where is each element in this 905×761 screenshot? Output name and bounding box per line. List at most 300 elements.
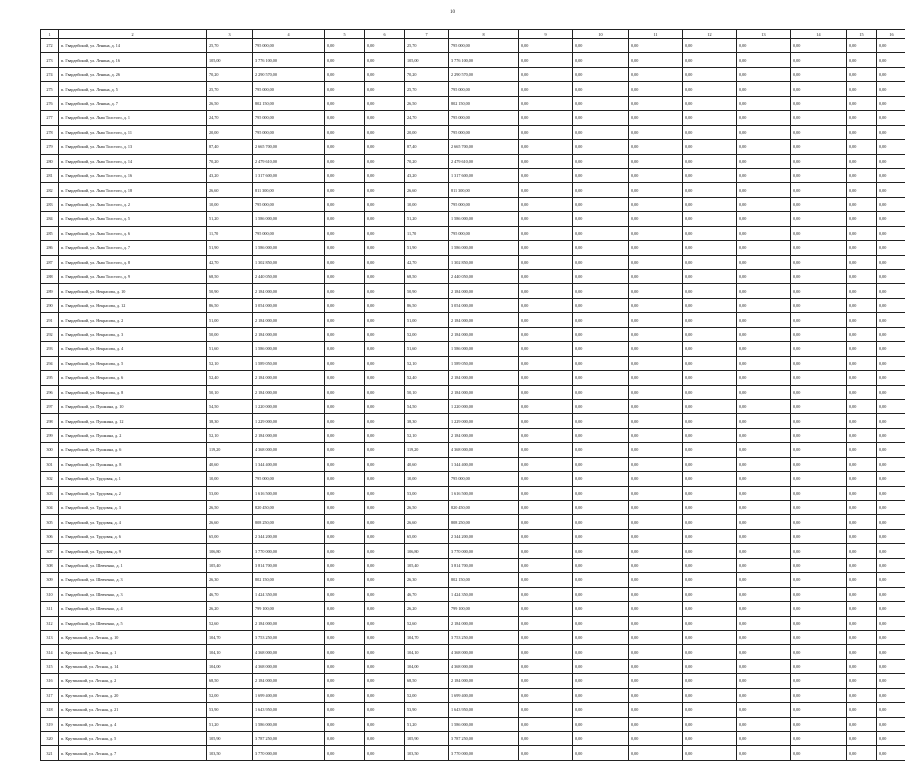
value-cell: 0,00 [629, 732, 683, 746]
value-cell: 0,00 [365, 732, 405, 746]
value-cell: 0,00 [519, 399, 573, 413]
value-cell: 0,00 [791, 212, 847, 226]
row-number-cell: 298 [41, 414, 59, 428]
value-cell: 0,00 [573, 53, 629, 67]
value-cell: 0,00 [737, 732, 791, 746]
value-cell: 68,50 [405, 674, 449, 688]
row-number-cell: 301 [41, 457, 59, 471]
value-cell: 0,00 [325, 443, 365, 457]
value-cell: 0,00 [573, 284, 629, 298]
row-number-cell: 281 [41, 168, 59, 182]
value-cell: 0,00 [791, 39, 847, 53]
value-cell: 0,00 [847, 125, 877, 139]
value-cell: 0,00 [519, 428, 573, 442]
address-cell: п. Гвардейский, ул. Некрасова, д. 3 [59, 327, 207, 341]
value-cell: 103,50 [405, 746, 449, 760]
value-cell: 0,00 [877, 371, 905, 385]
address-cell: п. Крутинский, ул. Лесная, д. 10 [59, 630, 207, 644]
value-cell: 52,40 [405, 371, 449, 385]
value-cell: 0,00 [365, 327, 405, 341]
value-cell: 0,00 [365, 154, 405, 168]
value-cell: 0,00 [847, 630, 877, 644]
value-cell: 0,00 [325, 313, 365, 327]
value-cell: 0,00 [519, 39, 573, 53]
row-number-cell: 299 [41, 428, 59, 442]
value-cell: 0,00 [847, 659, 877, 673]
value-cell: 0,00 [791, 226, 847, 240]
value-cell: 0,00 [519, 327, 573, 341]
value-cell: 3 753 250,00 [253, 630, 325, 644]
value-cell: 0,00 [519, 342, 573, 356]
value-cell: 0,00 [365, 371, 405, 385]
value-cell: 105,40 [207, 558, 253, 572]
value-cell: 0,00 [325, 197, 365, 211]
row-number-cell: 312 [41, 616, 59, 630]
value-cell: 0,00 [737, 515, 791, 529]
value-cell: 0,00 [737, 197, 791, 211]
value-cell: 0,00 [519, 717, 573, 731]
value-cell: 0,00 [791, 67, 847, 81]
value-cell: 4 368 000,00 [253, 645, 325, 659]
value-cell: 0,00 [573, 443, 629, 457]
value-cell: 0,00 [325, 371, 365, 385]
value-cell: 0,00 [877, 342, 905, 356]
value-cell: 0,00 [737, 298, 791, 312]
value-cell: 104,10 [405, 645, 449, 659]
value-cell: 4 368 000,00 [449, 443, 519, 457]
value-cell: 0,00 [683, 183, 737, 197]
value-cell: 0,00 [629, 529, 683, 543]
value-cell: 2 184 000,00 [449, 313, 519, 327]
value-cell: 0,00 [519, 645, 573, 659]
value-cell: 0,00 [325, 544, 365, 558]
value-cell: 0,00 [847, 457, 877, 471]
value-cell: 52,00 [207, 688, 253, 702]
value-cell: 26,60 [405, 515, 449, 529]
value-cell: 68,50 [405, 270, 449, 284]
address-cell: п. Крутинский, ул. Лесная, д. 20 [59, 688, 207, 702]
address-cell: п. Гвардейский, ул. Пушкина, д. 12 [59, 414, 207, 428]
value-cell: 0,00 [325, 674, 365, 688]
value-cell: 10,00 [207, 197, 253, 211]
table-row [41, 746, 905, 760]
value-cell: 799 100,00 [253, 602, 325, 616]
value-cell: 1 643 950,00 [449, 703, 519, 717]
value-cell: 2 440 050,00 [449, 270, 519, 284]
value-cell: 0,00 [791, 327, 847, 341]
value-cell: 51,90 [405, 241, 449, 255]
value-cell: 0,00 [365, 428, 405, 442]
value-cell: 0,00 [629, 746, 683, 760]
table-row [41, 515, 905, 529]
value-cell: 0,00 [683, 371, 737, 385]
address-cell: п. Крутинский, ул. Лесная, д. 1 [59, 645, 207, 659]
value-cell: 0,00 [629, 168, 683, 182]
value-cell: 0,00 [791, 472, 847, 486]
table-row [41, 443, 905, 457]
value-cell: 0,00 [573, 501, 629, 515]
value-cell: 820 450,00 [449, 501, 519, 515]
value-cell: 0,00 [737, 472, 791, 486]
value-cell: 0,00 [325, 630, 365, 644]
value-cell: 0,00 [629, 241, 683, 255]
value-cell: 0,00 [877, 212, 905, 226]
value-cell: 3 753 250,00 [449, 630, 519, 644]
value-cell: 0,00 [519, 226, 573, 240]
value-cell: 1 586 000,00 [449, 342, 519, 356]
value-cell: 0,00 [847, 241, 877, 255]
value-cell: 0,00 [573, 630, 629, 644]
value-cell: 0,00 [877, 154, 905, 168]
value-cell: 0,00 [325, 168, 365, 182]
value-cell: 0,00 [683, 688, 737, 702]
row-number-cell: 292 [41, 327, 59, 341]
address-cell: п. Гвардейский, ул. Льва Толстого, д. 1 [59, 111, 207, 125]
value-cell: 0,00 [791, 53, 847, 67]
value-cell: 0,00 [365, 356, 405, 370]
value-cell: 2 290 570,00 [449, 67, 519, 81]
value-cell: 1 424 350,00 [449, 587, 519, 601]
value-cell: 0,00 [791, 96, 847, 110]
value-cell: 70,20 [405, 154, 449, 168]
value-cell: 0,00 [847, 732, 877, 746]
value-cell: 795 000,00 [253, 226, 325, 240]
column-header-1: 1 [41, 30, 59, 39]
value-cell: 0,00 [737, 529, 791, 543]
value-cell: 0,00 [519, 732, 573, 746]
value-cell: 0,00 [365, 414, 405, 428]
value-cell: 0,00 [737, 399, 791, 413]
value-cell: 0,00 [629, 457, 683, 471]
value-cell: 0,00 [791, 342, 847, 356]
value-cell: 0,00 [737, 140, 791, 154]
table-row [41, 457, 905, 471]
value-cell: 2 665 700,00 [449, 140, 519, 154]
value-cell: 0,00 [325, 125, 365, 139]
value-cell: 0,00 [519, 125, 573, 139]
value-cell: 2 184 000,00 [449, 371, 519, 385]
address-cell: п. Гвардейский, ул. Трудовая, д. 6 [59, 529, 207, 543]
column-header-13: 13 [737, 30, 791, 39]
value-cell: 0,00 [737, 82, 791, 96]
value-cell: 0,00 [683, 270, 737, 284]
value-cell: 51,20 [207, 212, 253, 226]
table-row [41, 255, 905, 269]
value-cell: 1 344 400,00 [253, 457, 325, 471]
address-cell: п. Гвардейский, ул. Ленина, д. 7 [59, 96, 207, 110]
table-row [41, 399, 905, 413]
value-cell: 0,00 [683, 515, 737, 529]
value-cell: 2 665 700,00 [253, 140, 325, 154]
row-number-cell: 280 [41, 154, 59, 168]
value-cell: 0,00 [683, 457, 737, 471]
row-number-cell: 303 [41, 486, 59, 500]
value-cell: 808 250,00 [449, 515, 519, 529]
value-cell: 0,00 [519, 630, 573, 644]
value-cell: 0,00 [365, 284, 405, 298]
value-cell: 3 770 000,00 [253, 544, 325, 558]
value-cell: 0,00 [737, 587, 791, 601]
column-number-header-row [41, 30, 905, 39]
column-header-14: 14 [791, 30, 847, 39]
table-row [41, 717, 905, 731]
value-cell: 0,00 [847, 226, 877, 240]
address-cell: п. Гвардейский, ул. Некрасова, д. 8 [59, 385, 207, 399]
row-number-cell: 284 [41, 212, 59, 226]
value-cell: 0,00 [737, 270, 791, 284]
value-cell: 0,00 [847, 371, 877, 385]
value-cell: 0,00 [877, 674, 905, 688]
address-cell: п. Крутинский, ул. Лесная, д. 5 [59, 732, 207, 746]
address-cell: п. Гвардейский, ул. Пушкина, д. 8 [59, 457, 207, 471]
value-cell: 0,00 [325, 154, 365, 168]
value-cell: 0,00 [365, 573, 405, 587]
value-cell: 0,00 [629, 428, 683, 442]
value-cell: 0,00 [737, 645, 791, 659]
address-cell: п. Гвардейский, ул. Шевченко, д. 3 [59, 573, 207, 587]
value-cell: 86,50 [207, 298, 253, 312]
value-cell: 0,00 [847, 96, 877, 110]
value-cell: 0,00 [847, 399, 877, 413]
value-cell: 0,00 [519, 298, 573, 312]
value-cell: 0,00 [519, 270, 573, 284]
value-cell: 0,00 [365, 674, 405, 688]
value-cell: 46,70 [207, 587, 253, 601]
value-cell: 0,00 [365, 602, 405, 616]
value-cell: 4 368 000,00 [449, 645, 519, 659]
value-cell: 0,00 [325, 39, 365, 53]
value-cell: 0,00 [877, 732, 905, 746]
column-header-8: 8 [449, 30, 519, 39]
value-cell: 0,00 [519, 371, 573, 385]
value-cell: 0,00 [365, 717, 405, 731]
value-cell: 0,00 [629, 385, 683, 399]
value-cell: 52,60 [405, 616, 449, 630]
value-cell: 53,90 [405, 703, 449, 717]
page-number: 10 [0, 10, 905, 16]
row-number-cell: 291 [41, 313, 59, 327]
value-cell: 0,00 [847, 327, 877, 341]
value-cell: 0,00 [847, 544, 877, 558]
value-cell: 3 770 000,00 [253, 746, 325, 760]
value-cell: 0,00 [791, 270, 847, 284]
table-row [41, 111, 905, 125]
row-number-cell: 306 [41, 529, 59, 543]
value-cell: 54,50 [405, 399, 449, 413]
value-cell: 0,00 [629, 226, 683, 240]
value-cell: 0,00 [573, 616, 629, 630]
value-cell: 0,00 [519, 255, 573, 269]
value-cell: 0,00 [629, 659, 683, 673]
value-cell: 0,00 [573, 573, 629, 587]
value-cell: 0,00 [519, 616, 573, 630]
value-cell: 0,00 [683, 241, 737, 255]
address-cell: п. Гвардейский, ул. Трудовая, д. 3 [59, 501, 207, 515]
value-cell: 0,00 [325, 428, 365, 442]
value-cell: 0,00 [365, 125, 405, 139]
value-cell: 0,00 [519, 443, 573, 457]
value-cell: 53,00 [207, 486, 253, 500]
value-cell: 0,00 [573, 212, 629, 226]
value-cell: 2 184 000,00 [253, 385, 325, 399]
value-cell: 0,00 [325, 486, 365, 500]
value-cell: 0,00 [791, 688, 847, 702]
value-cell: 0,00 [325, 241, 365, 255]
value-cell: 0,00 [629, 688, 683, 702]
value-cell: 0,00 [365, 616, 405, 630]
value-cell: 0,00 [573, 674, 629, 688]
value-cell: 0,00 [683, 472, 737, 486]
value-cell: 2 184 000,00 [253, 284, 325, 298]
value-cell: 0,00 [847, 356, 877, 370]
value-cell: 2 184 000,00 [253, 313, 325, 327]
value-cell: 0,00 [791, 255, 847, 269]
value-cell: 0,00 [737, 111, 791, 125]
value-cell: 40,60 [207, 457, 253, 471]
value-cell: 0,00 [791, 501, 847, 515]
value-cell: 0,00 [877, 486, 905, 500]
value-cell: 0,00 [791, 457, 847, 471]
value-cell: 0,00 [737, 342, 791, 356]
value-cell: 2 184 000,00 [449, 327, 519, 341]
value-cell: 53,90 [207, 703, 253, 717]
value-cell: 11,70 [207, 226, 253, 240]
value-cell: 0,00 [683, 313, 737, 327]
value-cell: 0,00 [877, 255, 905, 269]
address-cell: п. Гвардейский, ул. Шевченко, д. 4 [59, 602, 207, 616]
value-cell: 799 100,00 [449, 602, 519, 616]
value-cell: 0,00 [519, 414, 573, 428]
value-cell: 0,00 [365, 659, 405, 673]
value-cell: 0,00 [519, 501, 573, 515]
row-number-cell: 295 [41, 371, 59, 385]
value-cell: 0,00 [877, 746, 905, 760]
address-cell: п. Крутинский, ул. Лесная, д. 4 [59, 717, 207, 731]
value-cell: 0,00 [519, 486, 573, 500]
row-number-cell: 319 [41, 717, 59, 731]
value-cell: 53,00 [405, 486, 449, 500]
value-cell: 0,00 [573, 414, 629, 428]
value-cell: 0,00 [791, 168, 847, 182]
address-cell: п. Гвардейский, ул. Льва Толстого, д. 9 [59, 270, 207, 284]
value-cell: 2 184 000,00 [253, 428, 325, 442]
value-cell: 0,00 [847, 529, 877, 543]
address-cell: п. Гвардейский, ул. Ленина, д. 5 [59, 82, 207, 96]
value-cell: 70,20 [207, 67, 253, 81]
value-cell: 0,00 [791, 284, 847, 298]
value-cell: 51,20 [405, 717, 449, 731]
value-cell: 1 616 500,00 [253, 486, 325, 500]
value-cell: 795 000,00 [449, 472, 519, 486]
value-cell: 0,00 [325, 111, 365, 125]
value-cell: 0,00 [573, 270, 629, 284]
value-cell: 0,00 [573, 226, 629, 240]
value-cell: 0,00 [877, 298, 905, 312]
value-cell: 20,00 [207, 125, 253, 139]
row-number-cell: 313 [41, 630, 59, 644]
row-number-cell: 276 [41, 96, 59, 110]
row-number-cell: 302 [41, 472, 59, 486]
value-cell: 0,00 [737, 414, 791, 428]
value-cell: 0,00 [629, 717, 683, 731]
value-cell: 0,00 [365, 587, 405, 601]
value-cell: 0,00 [325, 67, 365, 81]
value-cell: 0,00 [365, 96, 405, 110]
value-cell: 0,00 [365, 313, 405, 327]
value-cell: 0,00 [877, 197, 905, 211]
value-cell: 0,00 [847, 255, 877, 269]
value-cell: 11,70 [405, 226, 449, 240]
value-cell: 0,00 [847, 270, 877, 284]
value-cell: 0,00 [325, 688, 365, 702]
value-cell: 0,00 [847, 558, 877, 572]
value-cell: 0,00 [683, 399, 737, 413]
value-cell: 0,00 [629, 645, 683, 659]
value-cell: 0,00 [847, 616, 877, 630]
table-row [41, 674, 905, 688]
value-cell: 0,00 [325, 226, 365, 240]
value-cell: 26,50 [207, 501, 253, 515]
row-number-cell: 278 [41, 125, 59, 139]
address-cell: п. Гвардейский, ул. Льва Толстого, д. 8 [59, 255, 207, 269]
value-cell: 0,00 [791, 659, 847, 673]
value-cell: 0,00 [683, 674, 737, 688]
value-cell: 0,00 [325, 82, 365, 96]
value-cell: 0,00 [791, 544, 847, 558]
value-cell: 0,00 [683, 558, 737, 572]
value-cell: 50,00 [207, 327, 253, 341]
table-row [41, 630, 905, 644]
value-cell: 0,00 [325, 342, 365, 356]
value-cell: 42,70 [207, 255, 253, 269]
value-cell: 0,00 [573, 732, 629, 746]
value-cell: 0,00 [683, 154, 737, 168]
value-cell: 0,00 [519, 241, 573, 255]
value-cell: 26,60 [207, 515, 253, 529]
value-cell: 0,00 [325, 587, 365, 601]
value-cell: 0,00 [519, 746, 573, 760]
value-cell: 0,00 [791, 298, 847, 312]
value-cell: 0,00 [365, 342, 405, 356]
value-cell: 1 699 400,00 [449, 688, 519, 702]
value-cell: 0,00 [519, 587, 573, 601]
row-number-cell: 318 [41, 703, 59, 717]
value-cell: 105,90 [405, 732, 449, 746]
value-cell: 3 814 700,00 [449, 558, 519, 572]
value-cell: 104,00 [405, 659, 449, 673]
value-cell: 0,00 [877, 443, 905, 457]
table-row [41, 298, 905, 312]
value-cell: 0,00 [573, 371, 629, 385]
value-cell: 0,00 [325, 140, 365, 154]
value-cell: 0,00 [683, 226, 737, 240]
table-row [41, 356, 905, 370]
value-cell: 0,00 [683, 703, 737, 717]
value-cell: 1 302 850,00 [449, 255, 519, 269]
value-cell: 0,00 [629, 616, 683, 630]
value-cell: 0,00 [573, 544, 629, 558]
table-row [41, 125, 905, 139]
value-cell: 795 000,00 [253, 39, 325, 53]
value-cell: 0,00 [573, 67, 629, 81]
value-cell: 0,00 [629, 255, 683, 269]
row-number-cell: 282 [41, 183, 59, 197]
value-cell: 46,70 [405, 587, 449, 601]
address-cell: п. Гвардейский, ул. Ленина, д. 14 [59, 39, 207, 53]
value-cell: 0,00 [847, 212, 877, 226]
value-cell: 0,00 [877, 703, 905, 717]
value-cell: 0,00 [629, 443, 683, 457]
